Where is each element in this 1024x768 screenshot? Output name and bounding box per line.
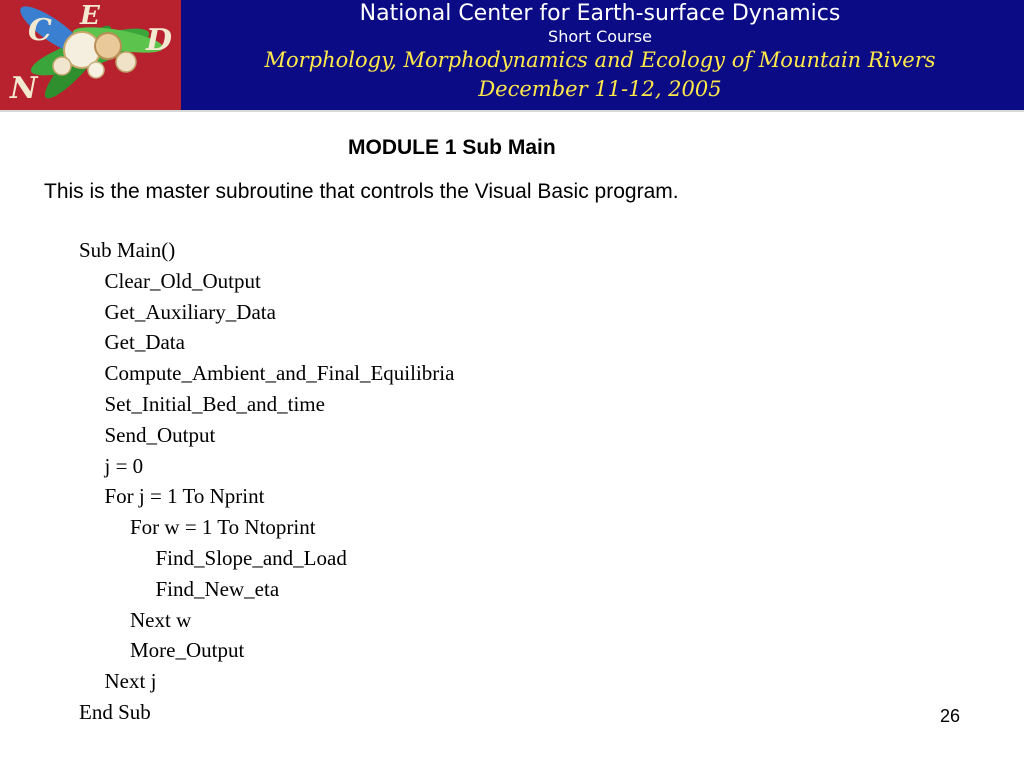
- logo-pebble: [95, 33, 121, 59]
- course-dates: December 11-12, 2005: [478, 77, 722, 101]
- code-line: Clear_Old_Output: [104, 268, 261, 293]
- logo-pebble: [116, 52, 136, 72]
- code-line: Next w: [130, 607, 192, 632]
- code-line: Get_Auxiliary_Data: [104, 299, 276, 324]
- code-line: End Sub: [79, 700, 151, 724]
- course-title: Morphology, Morphodynamics and Ecology of Mountain Rivers: [264, 48, 936, 72]
- header-text: [196, 0, 1004, 103]
- logo-pebble: [88, 62, 104, 78]
- code-line: j = 0: [104, 453, 144, 478]
- logo-letter-c: C: [28, 13, 52, 48]
- code-line: For j = 1 To Nprint: [104, 484, 265, 509]
- code-line: Send_Output: [104, 422, 216, 447]
- page-number: 26: [940, 706, 961, 726]
- logo-letter-n: N: [10, 71, 38, 106]
- code-line: For w = 1 To Ntoprint: [130, 515, 316, 540]
- code-line: Sub Main(): [79, 238, 176, 262]
- intro-text: This is the master subroutine that controls the Visual Basic program.: [44, 180, 679, 203]
- header-divider: [0, 110, 1024, 112]
- module-title: MODULE 1 Sub Main: [348, 136, 556, 159]
- course-type: Short Course: [548, 27, 652, 46]
- slide-header: [0, 0, 1024, 110]
- logo-graphic: [0, 0, 181, 110]
- logo-pebble: [53, 57, 71, 75]
- code-line: More_Output: [130, 638, 245, 663]
- code-line: Next j: [104, 669, 157, 694]
- logo-letter-e: E: [80, 1, 100, 31]
- org-name: National Center for Earth-surface Dynamics: [359, 1, 841, 26]
- code-line: Find_New_eta: [155, 576, 280, 601]
- code-line: Compute_Ambient_and_Final_Equilibria: [104, 361, 455, 386]
- ned-logo: [0, 0, 181, 110]
- code-line: Find_Slope_and_Load: [155, 546, 347, 570]
- code-line: Set_Initial_Bed_and_time: [104, 392, 325, 416]
- code-line: Get_Data: [104, 330, 185, 355]
- logo-letter-d: D: [146, 23, 173, 58]
